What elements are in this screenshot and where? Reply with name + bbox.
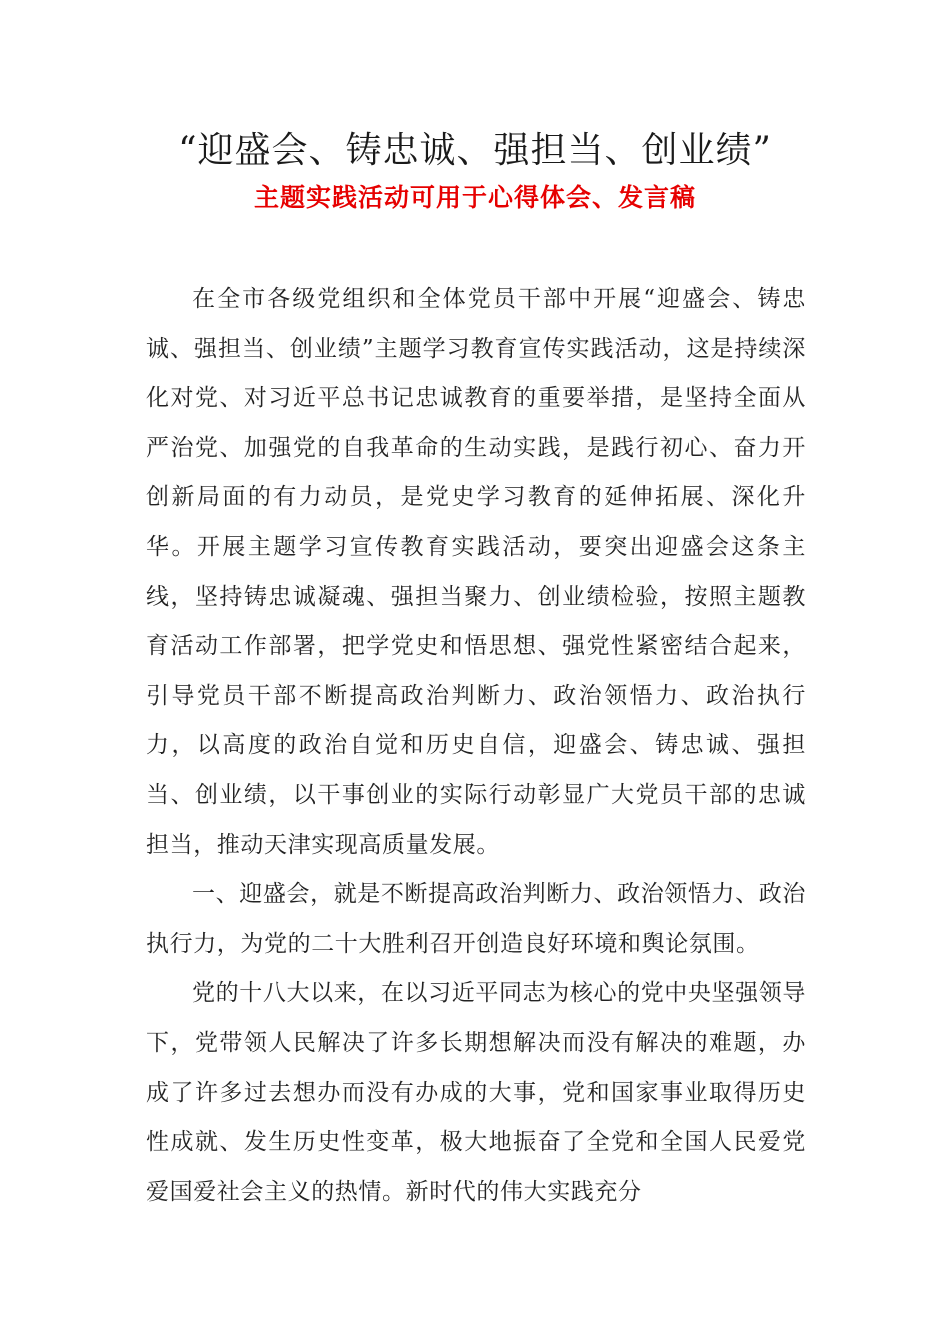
- document-title: “迎盛会、铸忠诚、强担当、创业绩”: [178, 130, 772, 171]
- paragraph: 党的十八大以来，在以习近平同志为核心的党中央坚强领导下，党带领人民解决了许多长期想解决而没有解决的难题，办成了许多过去想办而没有办成的大事，党和国家事业取得历史性成就、发生历史性变革，极大地振奋了全党和全国人民爱党爱国爱社会主义的热情。新时代的伟大实践充分: [146, 980, 806, 1205]
- paragraph: 一、迎盛会，就是不断提高政治判断力、政治领悟力、政治执行力，为党的二十大胜利召开创造良好环境和舆论氛围。: [146, 881, 806, 957]
- paragraph: 在全市各级党组织和全体党员干部中开展“迎盛会、铸忠诚、强担当、创业绩”主题学习教育宣传实践活动，这是持续深化对党、对习近平总书记忠诚教育的重要举措，是坚持全面从严治党、加强党的自我革命的生动实践，是践行初心、奋力开创新局面的有力动员，是党史学习教育的延伸拓展、深化升华。开展主题学习宣传教育实践活动，要突出迎盛会这条主线，坚持铸忠诚凝魂、强担当聚力、创业绩检验，按照主题教育活动工作部署，把学党史和悟思想、强党性紧密结合起来，引导党员干部不断提高政治判断力、政治领悟力、政治执行力，以高度的政治自觉和历史自信，迎盛会、铸忠诚、强担当、创业绩，以干事创业的实际行动彰显广大党员干部的忠诚担当，推动天津实现高质量发展。: [146, 286, 806, 858]
- document-body: [146, 275, 806, 1217]
- document-subtitle: 主题实践活动可用于心得体会、发言稿: [253, 183, 696, 212]
